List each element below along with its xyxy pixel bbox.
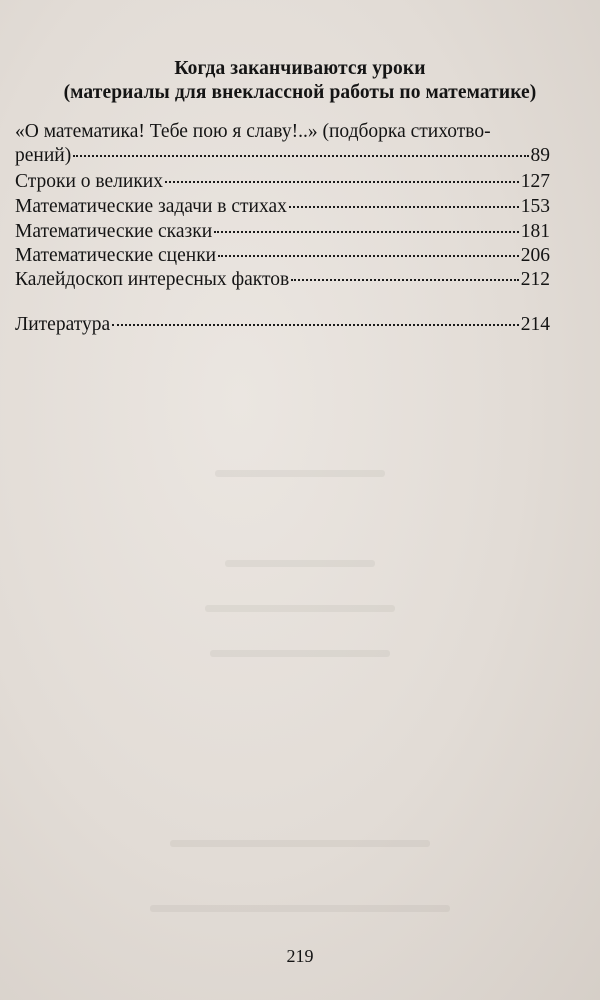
toc-entry[interactable] — [15, 170, 550, 194]
toc-entry-page: 89 — [530, 145, 550, 166]
dot-leader — [165, 181, 519, 183]
toc-entry-page: 206 — [520, 245, 550, 266]
toc-entry-title: Математические задачи в стихах — [15, 196, 287, 217]
toc-entry-page: 214 — [520, 314, 550, 335]
toc-entry-title: Математические сказки — [15, 221, 213, 242]
toc-entry-title: Калейдоскоп интересных фактов — [15, 269, 290, 290]
toc-entry-page: 153 — [520, 196, 550, 217]
dot-leader — [218, 255, 519, 257]
dot-leader — [289, 206, 519, 208]
toc-entry-title-line1: «О математика! Тебе пою я славу!..» (подборка стихотво- — [15, 121, 491, 142]
dot-leader — [73, 155, 528, 157]
dot-leader — [112, 324, 519, 326]
toc-entry[interactable] — [15, 268, 550, 292]
toc-entry-page: 127 — [520, 171, 550, 192]
toc-entry[interactable] — [15, 120, 550, 168]
toc-entry[interactable] — [15, 220, 550, 244]
toc-entry-page: 212 — [520, 269, 550, 290]
toc-entry-title: Строки о великих — [15, 171, 163, 192]
toc-entry-title: Математические сценки — [15, 245, 217, 266]
dot-leader — [291, 279, 519, 281]
toc-entry[interactable] — [15, 195, 550, 219]
toc-entry-title: Литература — [15, 314, 111, 335]
dot-leader — [214, 231, 519, 233]
section-subtitle: (материалы для внеклассной работы по математике) — [63, 82, 537, 103]
section-title: Когда заканчиваются уроки — [174, 58, 426, 79]
toc-entry-page: 181 — [520, 221, 550, 242]
toc-entry[interactable] — [15, 313, 550, 337]
toc-entry[interactable] — [15, 244, 550, 268]
page-number: 219 — [286, 946, 314, 966]
toc-entry-title: рений) — [15, 145, 72, 166]
